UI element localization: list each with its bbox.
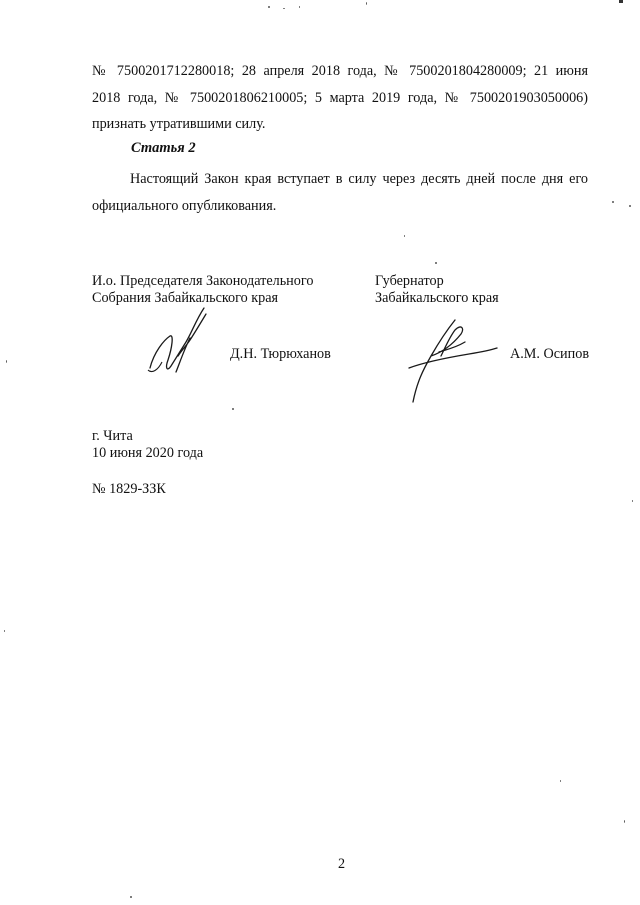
scan-speck xyxy=(4,630,5,632)
paragraph-line: официального опубликования. xyxy=(92,197,277,214)
scan-speck xyxy=(624,820,625,823)
scan-speck xyxy=(560,780,561,782)
scan-speck xyxy=(6,360,7,363)
scan-speck xyxy=(619,0,623,3)
scan-speck xyxy=(232,408,234,410)
article-2-body xyxy=(92,166,588,219)
scan-speck xyxy=(268,6,270,8)
right-signatory-title-line-2: Забайкальского края xyxy=(375,290,499,306)
paragraph-line: № 7500201712280018; 28 апреля 2018 года, № 7500201804280009; 21 июня xyxy=(92,63,588,79)
scan-speck xyxy=(435,262,437,264)
paragraph-line: признать утратившими силу. xyxy=(92,116,266,132)
scan-speck xyxy=(283,8,285,9)
article-heading: Статья 2 xyxy=(131,140,196,156)
page-number: 2 xyxy=(338,856,346,872)
date: 10 июня 2020 года xyxy=(92,445,204,461)
paragraph-article-1-end xyxy=(92,58,588,138)
scan-speck xyxy=(404,235,405,237)
left-handwritten-signature xyxy=(140,300,230,385)
scan-speck xyxy=(299,6,300,8)
left-signatory-name: Д.Н. Тюрюханов xyxy=(230,346,331,362)
scan-speck xyxy=(632,500,633,502)
paragraph-line: Настоящий Закон края вступает в силу через десять дней после дня его xyxy=(130,171,588,187)
place: г. Чита xyxy=(92,428,133,444)
right-handwritten-signature xyxy=(395,312,505,412)
law-number: № 1829-ЗЗК xyxy=(92,481,166,497)
paragraph-line: 2018 года, № 7500201806210005; 5 марта 2019 года, № 7500201903050006) xyxy=(92,89,588,106)
scan-speck xyxy=(612,201,614,203)
scan-speck xyxy=(130,896,132,898)
left-signatory-title-line-1: И.о. Председателя Законодательного xyxy=(92,273,314,289)
scan-speck xyxy=(629,205,631,207)
right-signatory-name: А.М. Осипов xyxy=(510,346,590,362)
right-signatory-title-line-1: Губернатор xyxy=(375,273,444,289)
left-signatory-title-line-2: Собрания Забайкальского края xyxy=(92,290,279,306)
scan-speck xyxy=(366,2,367,5)
